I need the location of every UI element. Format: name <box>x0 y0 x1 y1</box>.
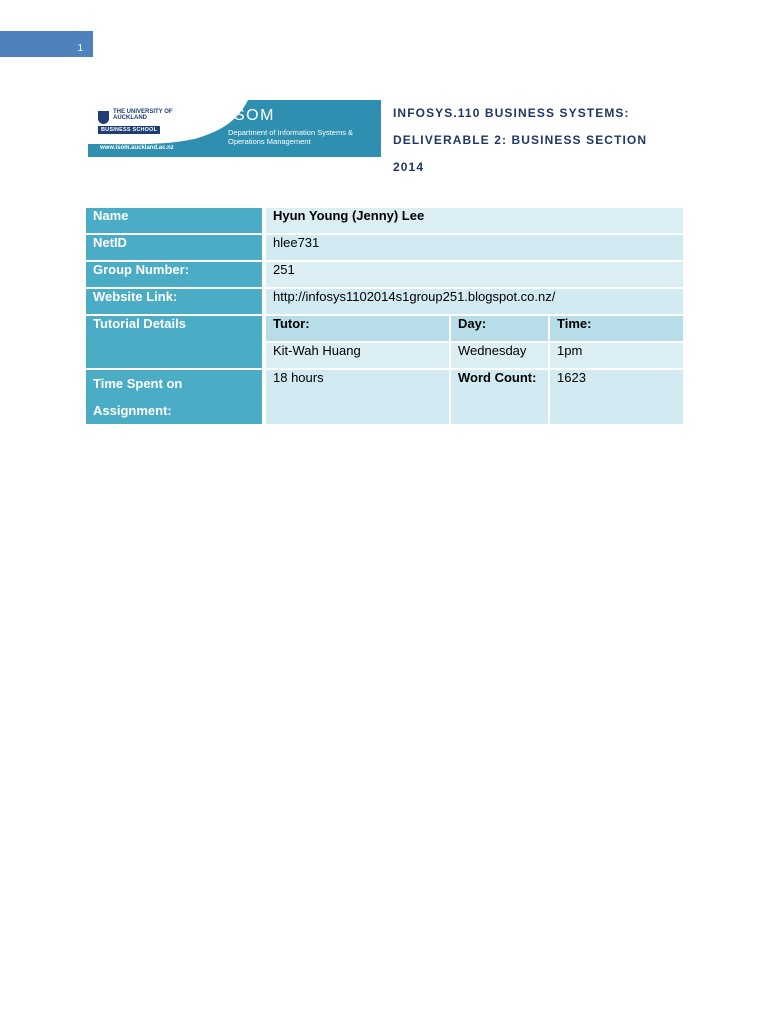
word-count-value: 1623 <box>550 370 683 424</box>
table-row-tutorial-header <box>86 316 683 341</box>
logo-department: Department of Information Systems & Operations Management <box>228 128 354 146</box>
website-link[interactable]: http://infosys1102014s1group251.blogspot.co.nz/ <box>266 289 683 314</box>
group-value: 251 <box>266 262 683 287</box>
name-value: Hyun Young (Jenny) Lee <box>266 208 683 233</box>
day-header: Day: <box>451 316 550 341</box>
netid-value: hlee731 <box>266 235 683 260</box>
isom-logo <box>88 100 381 157</box>
table-row-name <box>86 208 683 233</box>
website-label: Website Link: <box>86 289 266 314</box>
document-title <box>393 100 693 181</box>
time-spent-value: 18 hours <box>266 370 451 424</box>
title-line-3: 2014 <box>393 160 425 174</box>
university-crest-icon <box>98 111 109 124</box>
tutor-value: Kit-Wah Huang <box>266 343 451 368</box>
table-row-netid <box>86 235 683 260</box>
netid-label: NetID <box>86 235 266 260</box>
page-number-tab <box>0 31 93 57</box>
time-spent-label: Time Spent on Assignment: <box>86 370 266 424</box>
time-header: Time: <box>550 316 683 341</box>
table-row-group <box>86 262 683 287</box>
logo-school-name: BUSINESS SCHOOL <box>98 126 160 134</box>
table-row-time-spent <box>86 370 683 424</box>
table-row-website <box>86 289 683 314</box>
name-label: Name <box>86 208 266 233</box>
tutorial-details-label: Tutorial Details <box>86 316 266 368</box>
title-line-1: INFOSYS.110 BUSINESS SYSTEMS: <box>393 106 630 120</box>
word-count-label: Word Count: <box>451 370 550 424</box>
time-value: 1pm <box>550 343 683 368</box>
page-number: 1 <box>77 43 83 54</box>
tutor-header: Tutor: <box>266 316 451 341</box>
cover-info-table <box>86 206 683 426</box>
day-value: Wednesday <box>451 343 550 368</box>
group-label: Group Number: <box>86 262 266 287</box>
logo-university-name: THE UNIVERSITY OF AUCKLAND <box>113 109 173 121</box>
logo-url: www.isom.auckland.ac.nz <box>100 145 174 151</box>
logo-brand: ISOM <box>228 107 275 124</box>
title-line-2: DELIVERABLE 2: BUSINESS SECTION <box>393 133 648 147</box>
